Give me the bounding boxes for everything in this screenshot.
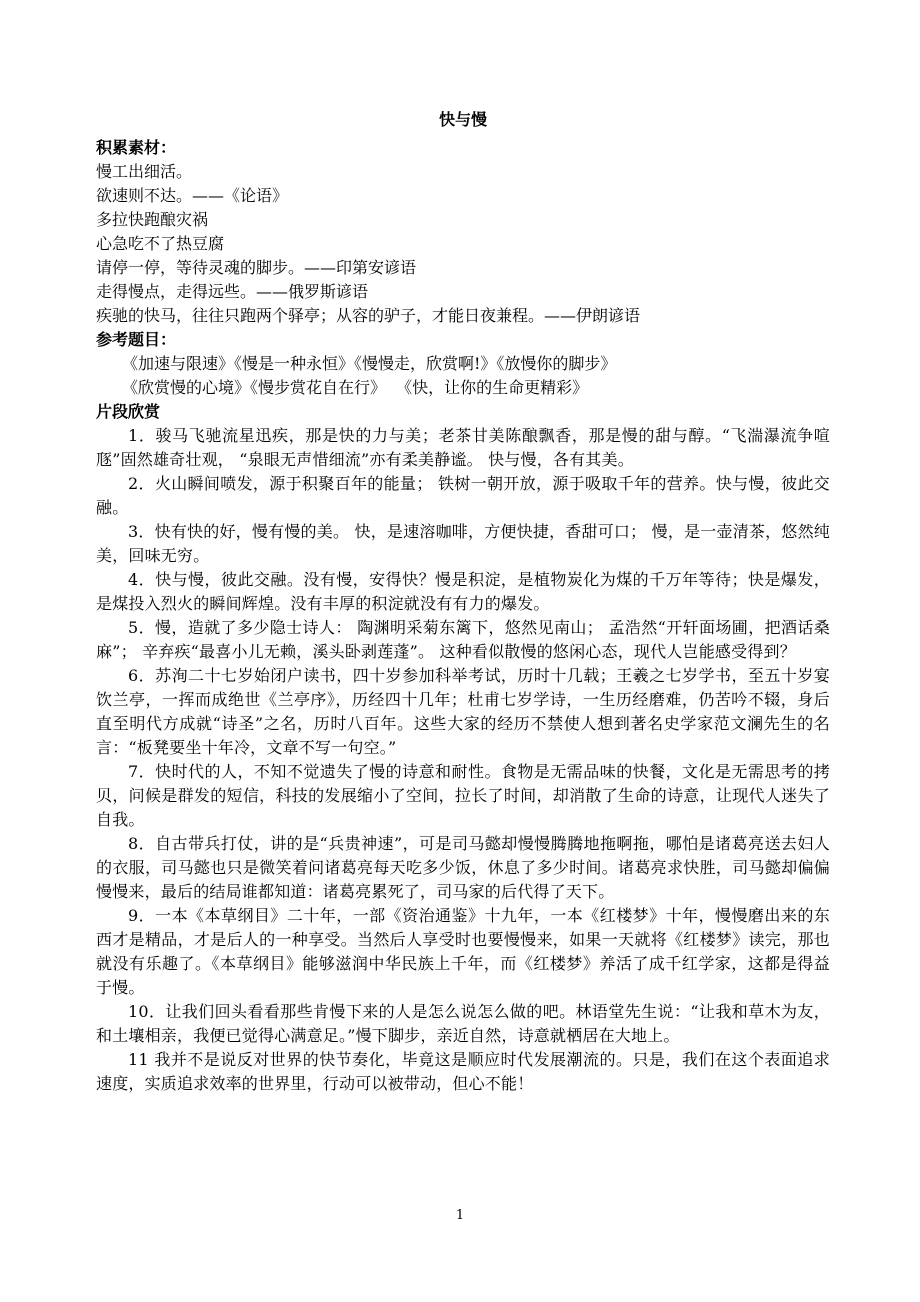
materials-heading: 积累素材： — [96, 138, 177, 157]
excerpt-paragraph: 8．自古带兵打仗，讲的是“兵贵神速”，可是司马懿却慢慢腾腾地拖啊拖，哪怕是诸葛亮送去妇人的衣服，司马懿也只是微笑着问诸葛亮每天吃多少饭，休息了多少时间。诸葛亮求快胜，司马懿却偏偏慢慢来，最后的结局谁都知道：诸葛亮累死了，司马家的后代得了天下。 — [96, 834, 830, 901]
material-line: 欲速则不达。——《论语》 — [96, 186, 289, 205]
material-line: 慢工出细活。 — [96, 162, 193, 181]
page-number: 1 — [455, 1208, 465, 1223]
excerpt-paragraph: 5．慢，造就了多少隐士诗人： 陶渊明采菊东篱下，悠然见南山； 孟浩然“开轩面场圃，把酒话桑麻”； 辛弃疾“最喜小儿无赖，溪头卧剥莲蓬”。 这种看似散慢的悠闲心态，现代人岂能感受得到？ — [96, 618, 830, 661]
excerpt-paragraph: 3．快有快的好，慢有慢的美。 快，是速溶咖啡，方便快捷，香甜可口； 慢，是一壶清茶，悠然纯美，回味无穷。 — [96, 522, 830, 565]
excerpts-heading: 片段欣赏 — [96, 402, 161, 421]
document-page — [96, 108, 830, 1096]
topic-line: 《欣赏慢的心境》《慢步赏花自在行》 《快，让你的生命更精彩》 — [122, 378, 589, 397]
material-line: 走得慢点，走得远些。——俄罗斯谚语 — [96, 282, 369, 301]
excerpt-paragraph: 10．让我们回头看看那些肯慢下来的人是怎么说怎么做的吧。林语堂先生说：“让我和草木为友，和土壤相亲，我便已觉得心满意足。”慢下脚步，亲近自然，诗意就栖居在大地上。 — [96, 1002, 830, 1045]
excerpt-paragraph: 9．一本《本草纲目》二十年，一部《资治通鉴》十九年，一本《红楼梦》十年，慢慢磨出来的东西才是精品，才是后人的一种享受。当然后人享受时也要慢慢来，如果一天就将《红楼梦》读完，那也就没有乐趣了。《本草纲目》能够滋润中华民族上千年，而《红楼梦》养活了成千红学家，这都是得益于慢。 — [96, 906, 830, 997]
material-line: 心急吃不了热豆腐 — [96, 234, 225, 253]
material-line: 多拉快跑酿灾祸 — [96, 210, 209, 229]
excerpt-paragraph: 6．苏洵二十七岁始闭户读书，四十岁参加科举考试，历时十几载；王羲之七岁学书，至五十岁宴饮兰亭，一挥而成绝世《兰亭序》，历经四十几年；杜甫七岁学诗，一生历经磨难，仍苦吟不辍，身后直至明代方成就“诗圣”之名，历时八百年。这些大家的经历不禁使人想到著名史学家范文澜先生的名言：“板凳要坐十年冷，文章不写一句空。” — [96, 666, 830, 757]
excerpt-paragraph: 2．火山瞬间喷发，源于积聚百年的能量； 铁树一朝开放，源于吸取千年的营养。快与慢，彼此交融。 — [96, 474, 830, 517]
topic-line: 《加速与限速》《慢是一种永恒》《慢慢走，欣赏啊!》《放慢你的脚步》 — [122, 354, 617, 373]
excerpt-paragraph: 11 我并不是说反对世界的快节奏化，毕竟这是顺应时代发展潮流的。只是，我们在这个表面追求速度，实质追求效率的世界里，行动可以被带动，但心不能！ — [96, 1050, 830, 1093]
document-title: 快与慢 — [438, 110, 487, 129]
excerpt-paragraph: 4．快与慢，彼此交融。没有慢，安得快？慢是积淀，是植物炭化为煤的千万年等待；快是爆发，是煤投入烈火的瞬间辉煌。没有丰厚的积淀就没有有力的爆发。 — [96, 570, 830, 613]
material-line: 请停一停，等待灵魂的脚步。——印第安谚语 — [96, 258, 417, 277]
excerpt-paragraph: 7．快时代的人，不知不觉遗失了慢的诗意和耐性。食物是无需品味的快餐，文化是无需思考的拷贝，问候是群发的短信，科技的发展缩小了空间，拉长了时间，却消散了生命的诗意，让现代人迷失了自我。 — [96, 762, 830, 829]
material-line: 疾驰的快马，往往只跑两个驿亭；从容的驴子，才能日夜兼程。——伊朗谚语 — [96, 306, 641, 325]
excerpt-paragraph: 1．骏马飞驰流星迅疾，那是快的力与美；老茶甘美陈酿飘香，那是慢的甜与醇。“飞湍瀑流争喧豗”固然雄奇壮观， “泉眼无声惜细流”亦有柔美静谧。 快与慢，各有其美。 — [96, 426, 830, 469]
topics-heading: 参考题目： — [96, 330, 177, 349]
